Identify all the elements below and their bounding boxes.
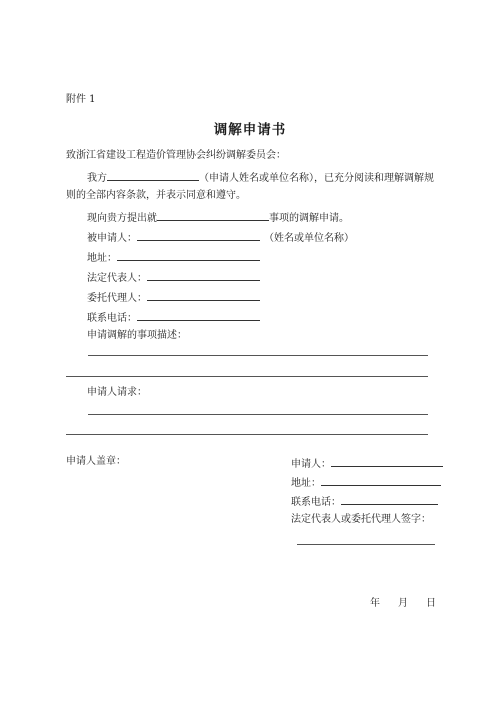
sign-applicant-label: 申请人：: [291, 459, 331, 470]
request-suffix: 事项的调解申请。: [269, 213, 349, 224]
request-subject-line: [87, 210, 349, 225]
respondent-address-label: 地址：: [87, 253, 117, 264]
date-row: [352, 598, 436, 610]
respondent-hint: （姓名或单位名称）: [264, 233, 354, 244]
respondent-address-row: [87, 250, 260, 265]
sign-phone-label: 联系电话：: [291, 497, 341, 508]
applicant-request-label: 申请人请求：: [87, 387, 147, 398]
respondent-row: [87, 230, 354, 245]
respondent-phone-label: 联系电话：: [87, 313, 137, 324]
respondent-name-blank[interactable]: [137, 230, 260, 241]
matter-description-label: 申请调解的事项描述：: [87, 330, 187, 341]
declaration-prefix: 我方: [87, 173, 107, 184]
addressee-line: 致浙江省建设工程造价管理协会纠纷调解委员会：: [66, 150, 286, 161]
sign-applicant-blank[interactable]: [331, 456, 443, 467]
sign-phone-blank[interactable]: [341, 494, 438, 505]
request-prefix: 现向贵方提出就: [87, 213, 157, 224]
respondent-phone-row: [87, 310, 260, 325]
respondent-label: 被申请人：: [87, 233, 137, 244]
legal-rep-row: [87, 270, 260, 285]
applicant-declaration-line: [87, 170, 434, 185]
declaration-suffix: （申请人姓名或单位名称），已充分阅读和理解调解规: [199, 173, 434, 184]
sign-applicant-row: [291, 456, 443, 471]
matter-subject-blank[interactable]: [157, 210, 269, 221]
date-year: 年: [370, 598, 380, 609]
agent-blank[interactable]: [147, 290, 260, 301]
respondent-phone-blank[interactable]: [137, 310, 260, 321]
legal-rep-label: 法定代表人：: [87, 273, 147, 284]
legal-rep-blank[interactable]: [147, 270, 260, 281]
applicant-request-line-1[interactable]: [88, 414, 428, 415]
agent-row: [87, 290, 260, 305]
signature-blank[interactable]: [297, 544, 435, 545]
document-title: 调解申请书: [213, 122, 287, 138]
sign-phone-row: [291, 494, 438, 509]
respondent-address-blank[interactable]: [117, 250, 260, 261]
agent-label: 委托代理人：: [87, 293, 147, 304]
date-month: 月: [398, 598, 408, 609]
applicant-seal-label: 申请人盖章：: [66, 456, 126, 467]
date-day: 日: [426, 598, 436, 609]
signature-label: 法定代表人或委托代理人签字：: [291, 514, 431, 525]
sign-address-row: [291, 475, 441, 490]
sign-address-label: 地址：: [291, 478, 321, 489]
attachment-label: 附件 1: [66, 94, 96, 105]
sign-address-blank[interactable]: [321, 475, 441, 486]
declaration-line-2: 则的全部内容条款，并表示同意和遵守。: [66, 190, 246, 201]
matter-description-line-2[interactable]: [66, 376, 428, 377]
applicant-request-line-2[interactable]: [66, 434, 428, 435]
matter-description-line-1[interactable]: [88, 355, 428, 356]
applicant-name-blank[interactable]: [107, 170, 199, 181]
